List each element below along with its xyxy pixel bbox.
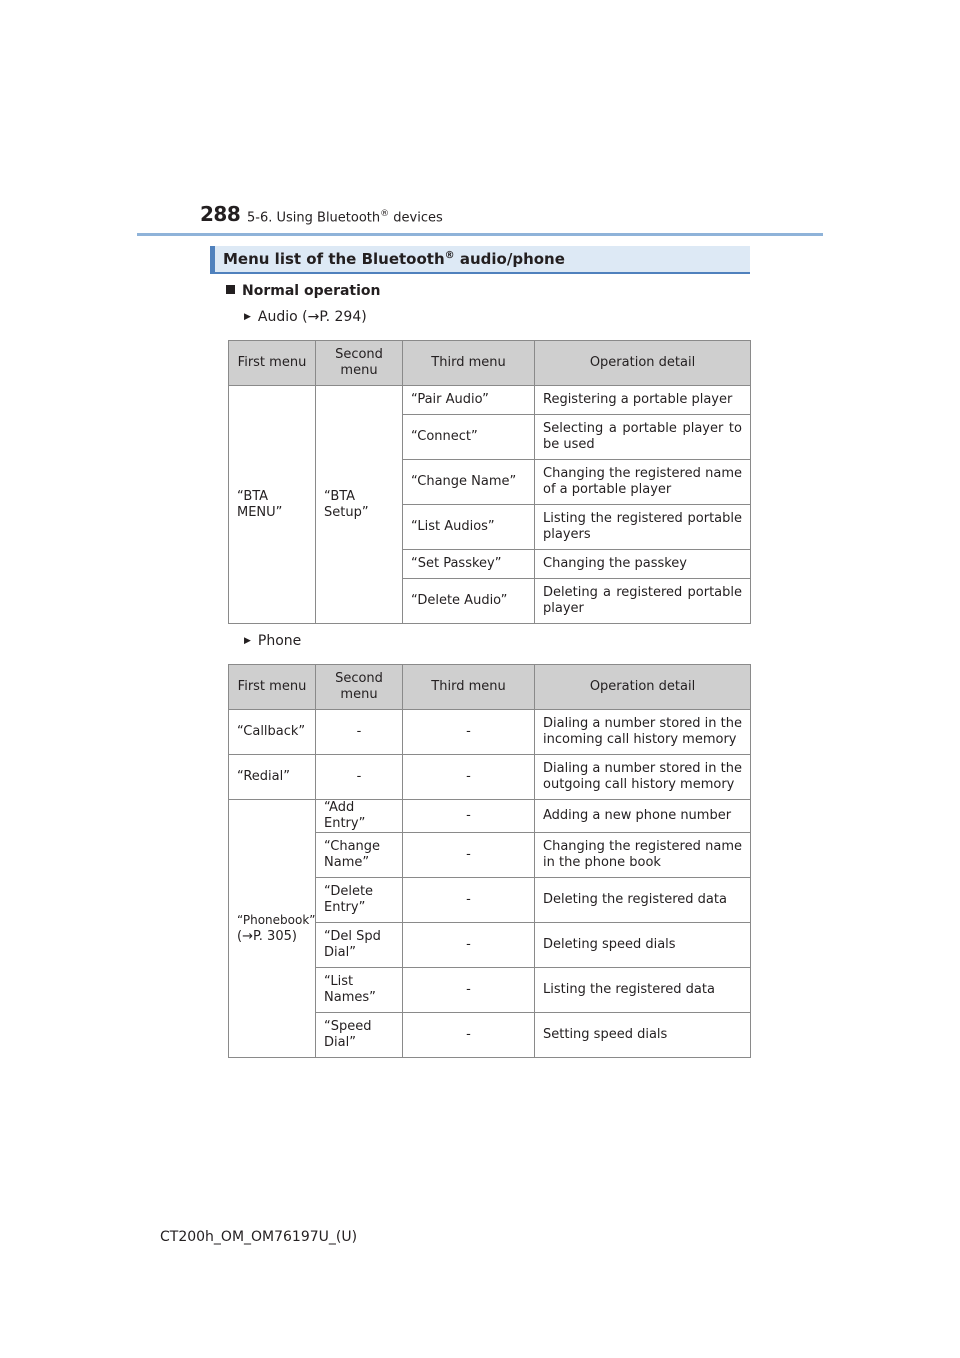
document-code: CT200h_OM_OM76197U_(U) [160, 1229, 358, 1245]
table-row: “List Audios” Listing the registered portable players [229, 505, 751, 550]
table-row: “Delete Audio” Deleting a registered portable player [229, 579, 751, 624]
table-row: “Phonebook” (→P. 305) “Add Entry” - Adding a new phone number [229, 800, 751, 833]
table-row: “Callback” - - Dialing a number stored in the incoming call history memory [229, 710, 751, 755]
col-operation-detail: Operation detail [535, 665, 751, 710]
triangle-bullet-icon: ▶ [244, 312, 251, 322]
bta-menu-cell: “BTA MENU” [229, 386, 316, 624]
table-row: “List Names” - Listing the registered data [229, 968, 751, 1013]
table-row: “Change Name” - Changing the registered name in the phone book [229, 833, 751, 878]
audio-menu-table [228, 340, 751, 624]
col-third-menu: Third menu [403, 665, 535, 710]
col-operation-detail: Operation detail [535, 341, 751, 386]
table-row: “Speed Dial” - Setting speed dials [229, 1013, 751, 1058]
phone-menu-table [228, 664, 751, 1058]
col-first-menu: First menu [229, 341, 316, 386]
banner-accent [210, 246, 215, 272]
table-header-row [229, 665, 751, 710]
col-second-menu: Second menu [316, 341, 403, 386]
triangle-bullet-icon: ▶ [244, 636, 251, 646]
square-bullet-icon [226, 285, 235, 294]
table-row: “Set Passkey” Changing the passkey [229, 550, 751, 579]
header-rule [137, 233, 823, 236]
page-number: 288 [200, 202, 241, 226]
table-header-row [229, 341, 751, 386]
table-row: “BTA MENU” “BTA Setup” “Pair Audio” Registering a portable player [229, 386, 751, 415]
banner-title: Menu list of the Bluetooth® audio/phone [223, 250, 565, 268]
table-row: “Del Spd Dial” - Deleting speed dials [229, 923, 751, 968]
table-row: “Redial” - - Dialing a number stored in the outgoing call history memory [229, 755, 751, 800]
audio-bullet: ▶ Audio (→P. 294) [244, 309, 367, 325]
col-first-menu: First menu [229, 665, 316, 710]
section-banner [210, 246, 750, 274]
phone-bullet: ▶ Phone [244, 633, 302, 649]
phonebook-cell: “Phonebook” (→P. 305) [229, 800, 316, 1058]
col-second-menu: Second menu [316, 665, 403, 710]
table-row: “Delete Entry” - Deleting the registered data [229, 878, 751, 923]
normal-operation-heading: Normal operation [226, 283, 381, 299]
bta-setup-cell: “BTA Setup” [316, 386, 403, 624]
section-title: 5-6. Using Bluetooth® devices [247, 209, 443, 226]
col-third-menu: Third menu [403, 341, 535, 386]
table-row: “Connect” Selecting a portable player to be used [229, 415, 751, 460]
table-row: “Change Name” Changing the registered name of a portable player [229, 460, 751, 505]
